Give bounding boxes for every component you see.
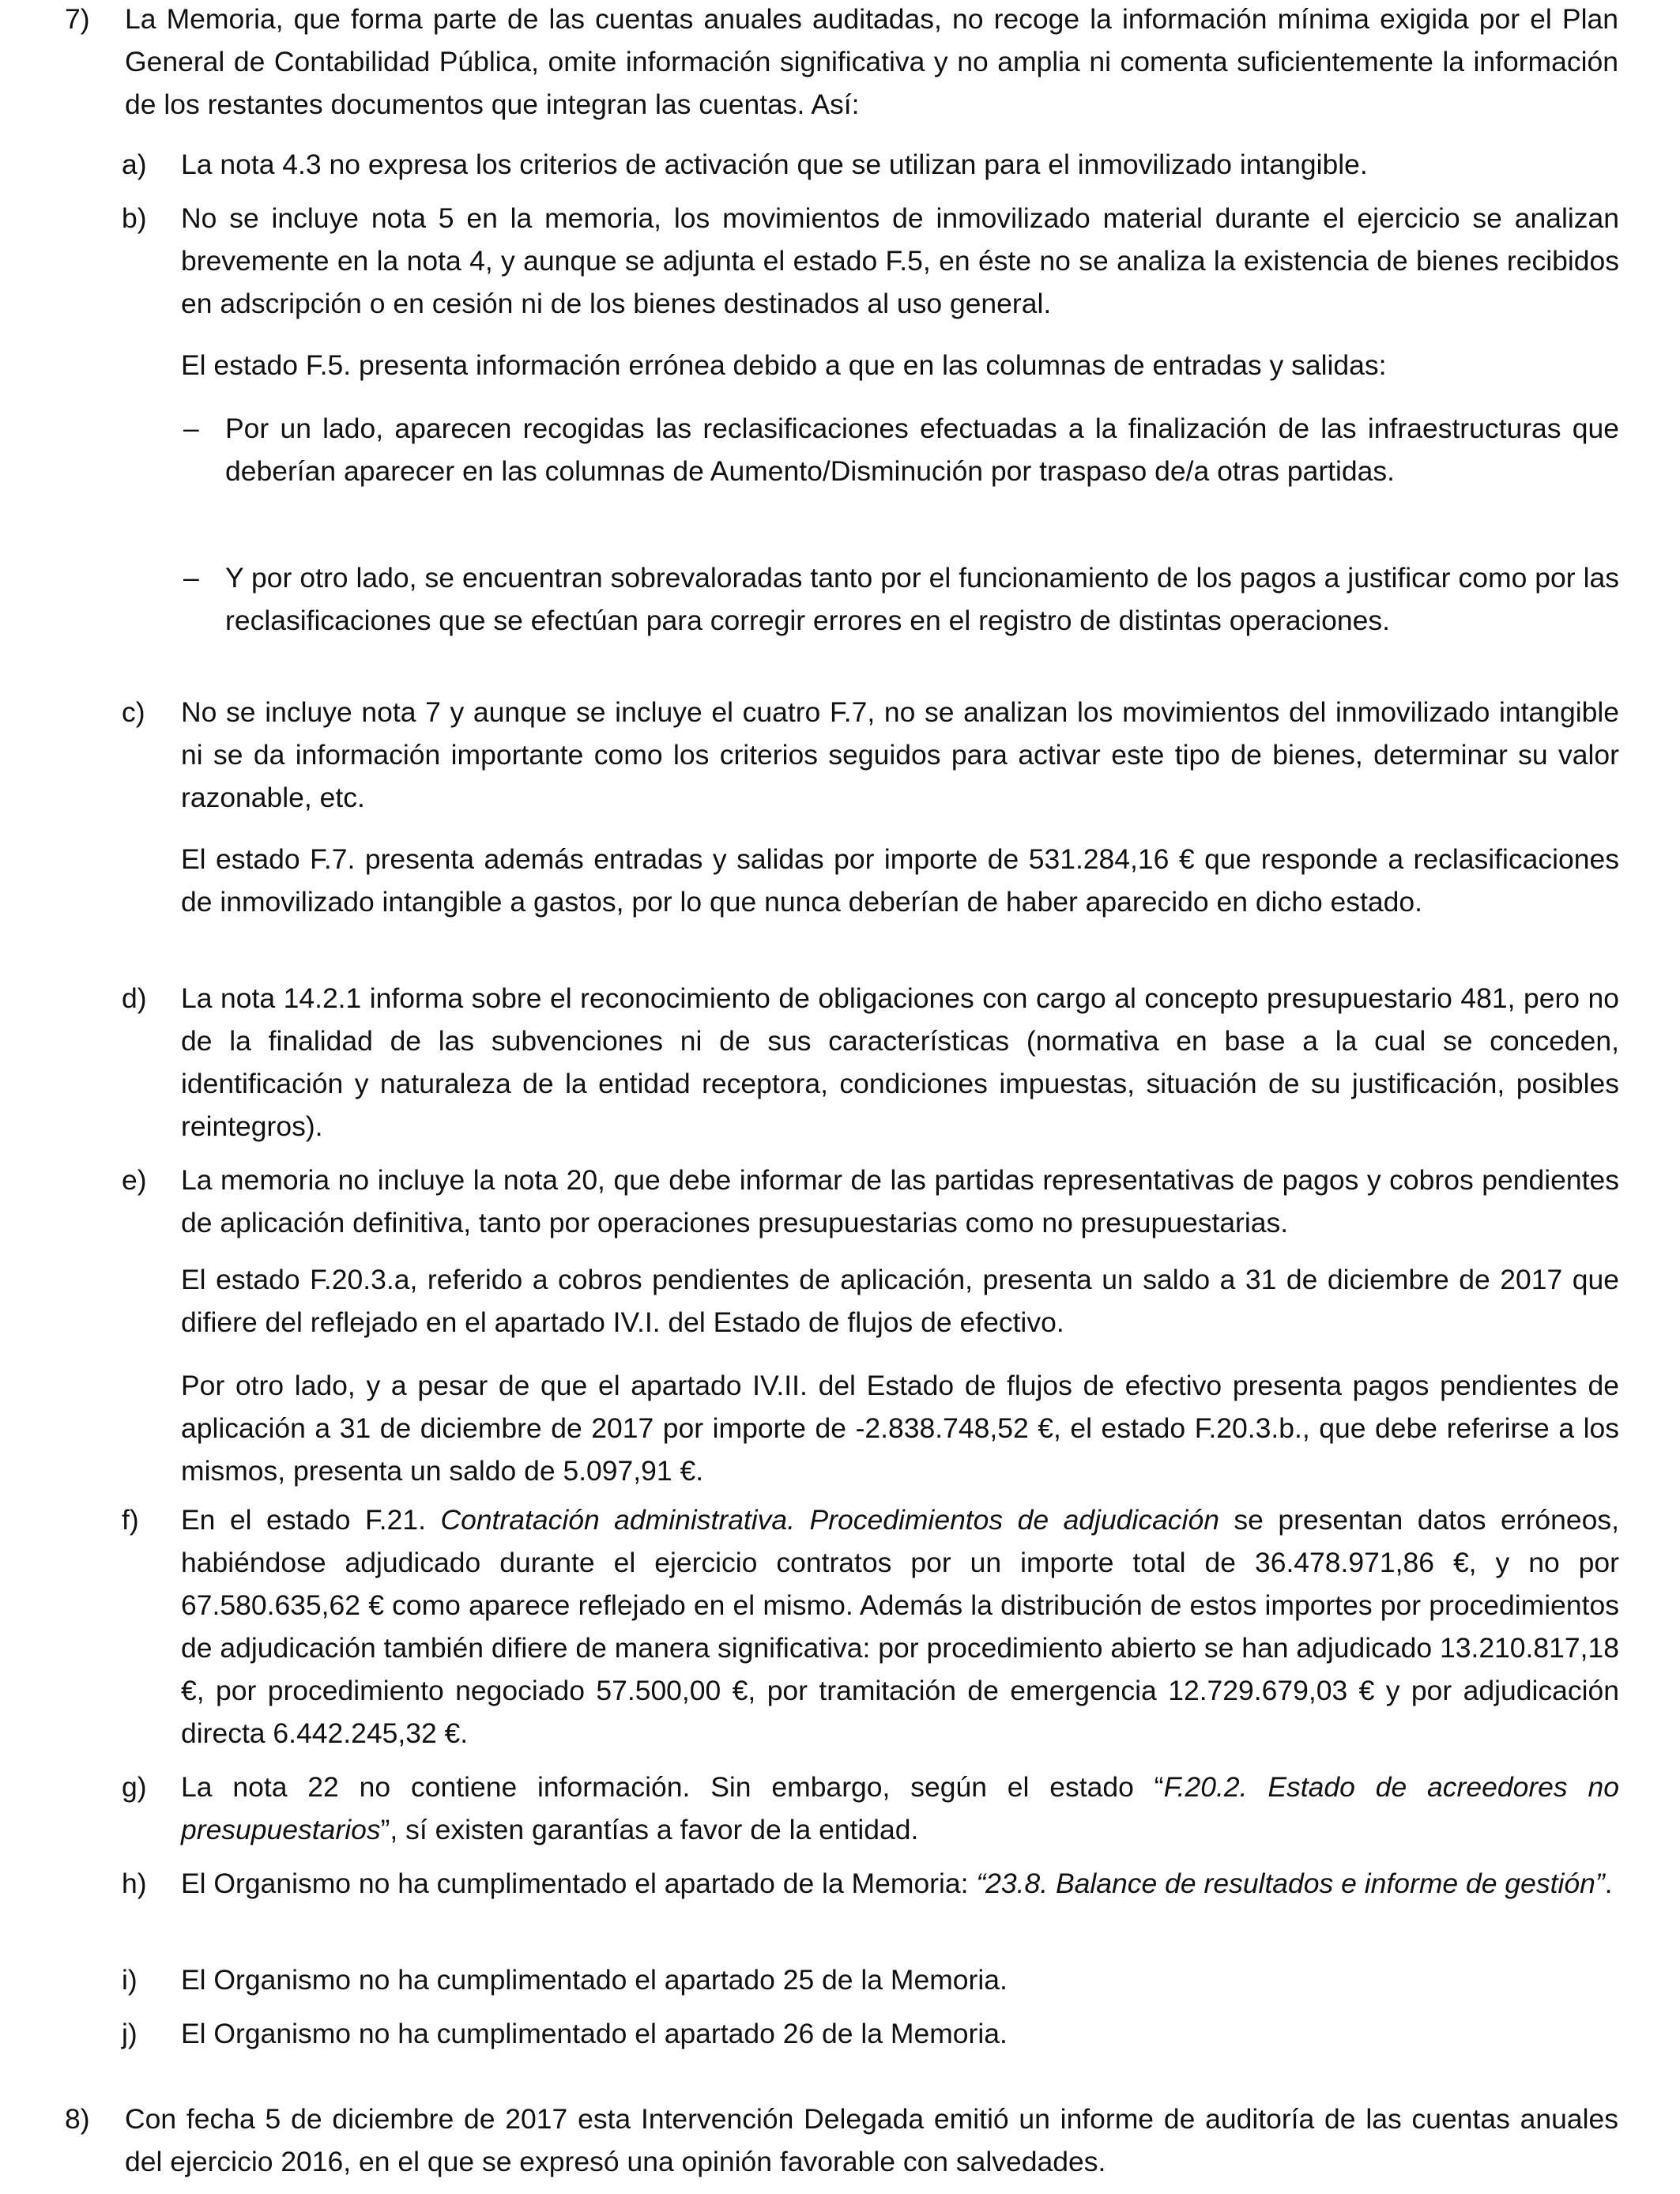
- dash-bullet: –: [183, 413, 199, 444]
- item-8-text: Con fecha 5 de diciembre de 2017 esta Intervención Delegada emitió un informe de auditoría de las cuentas anuales del ejercicio 2016, en el que se expresó una opinión favorable con salvedades.: [125, 2103, 1618, 2177]
- item-7i-text: El Organismo no ha cumplimentado el apartado 25 de la Memoria.: [181, 1964, 1008, 1996]
- item-7h-text: [181, 1862, 1619, 1905]
- item-7e-paragraph-1: El estado F.20.3.a, referido a cobros pendientes de aplicación, presenta un saldo a 31 de diciembre de 2017 que difiere del reflejado en el apartado IV.I. del Estado de flujos de efectivo.: [181, 1264, 1619, 1338]
- item-7a-text: La nota 4.3 no expresa los criterios de activación que se utilizan para el inmovilizado intangible.: [181, 149, 1368, 180]
- item-7h-text-before: El Organismo no ha cumplimentado el apartado de la Memoria:: [181, 1868, 977, 1899]
- item-7b-paragraph: El estado F.5. presenta información errónea debido a que en las columnas de entradas y salidas:: [181, 349, 1387, 381]
- dash-bullet: –: [183, 562, 199, 594]
- item-7c-label: c): [122, 696, 145, 728]
- item-8-number: 8): [65, 2103, 90, 2135]
- item-7g-text: [181, 1766, 1619, 1851]
- item-7d-label: d): [122, 982, 147, 1014]
- item-7g-text-after: ”, sí existen garantías a favor de la entidad.: [380, 1814, 919, 1845]
- item-7h-text-after: .: [1604, 1868, 1613, 1899]
- item-7b-label: b): [122, 202, 147, 234]
- item-7h-label: h): [122, 1868, 147, 1899]
- item-7g-label: g): [122, 1771, 147, 1803]
- item-7d-text: La nota 14.2.1 informa sobre el reconocimiento de obligaciones con cargo al concepto presupuestario 481, pero no de la finalidad de las subvenciones ni de sus características (normativa en base a la cual se conceden, identificación y naturaleza de la entidad receptora, condiciones impuestas, situación de su justificación, posibles reintegros).: [181, 982, 1619, 1142]
- item-7f-text-italic: Contratación administrativa. Procedimientos de adjudicación: [440, 1504, 1219, 1536]
- item-7-intro: La Memoria, que forma parte de las cuentas anuales auditadas, no recoge la información mínima exigida por el Plan General de Contabilidad Pública, omite información significativa y no amplia ni comenta suficientemente la información de los restantes documentos que integran las cuentas. Así:: [125, 3, 1618, 120]
- item-7h-text-italic: “23.8. Balance de resultados e informe de gestión”: [976, 1868, 1605, 1899]
- item-7b-bullet-2: Y por otro lado, se encuentran sobrevaloradas tanto por el funcionamiento de los pagos a justificar como por las reclasificaciones que se efectúan para corregir errores en el registro de distintas operaciones.: [225, 562, 1619, 636]
- item-7f-label: f): [122, 1504, 139, 1536]
- item-7e-paragraph-2: Por otro lado, y a pesar de que el apartado IV.II. del Estado de flujos de efectivo presenta pagos pendientes de aplicación a 31 de diciembre de 2017 por importe de -2.838.748,52 €, el estado F.20.3.b., que debe referirse a los mismos, presenta un saldo de 5.097,91 €.: [181, 1370, 1619, 1487]
- item-7f-text: [181, 1498, 1619, 1755]
- item-7-number: 7): [65, 3, 90, 35]
- item-7e-label: e): [122, 1164, 147, 1196]
- item-7i-label: i): [122, 1964, 137, 1996]
- item-7f-text-before: En el estado F.21.: [181, 1504, 441, 1536]
- item-7c-paragraph: El estado F.7. presenta además entradas y salidas por importe de 531.284,16 € que responde a reclasificaciones de inmovilizado intangible a gastos, por lo que nunca deberían de haber aparecido en dicho estado.: [181, 843, 1619, 918]
- item-7f-text-after: se presentan datos erróneos, habiéndose adjudicado durante el ejercicio contratos por un importe total de 36.478.971,86 €, y no por 67.580.635,62 € como aparece reflejado en el mismo. Además la distribución de estos importes por procedimientos de adjudicación también difiere de manera significativa: por procedimiento abierto se han adjudicado 13.210.817,18 €, por procedimiento negociado 57.500,00 €, por tramitación de emergencia 12.729.679,03 € y por adjudicación directa 6.442.245,32 €.: [181, 1504, 1619, 1749]
- item-7b-bullet-1: Por un lado, aparecen recogidas las reclasificaciones efectuadas a la finalización de las infraestructuras que deberían aparecer en las columnas de Aumento/Disminución por traspaso de/a otras partidas.: [225, 413, 1619, 487]
- item-7a-label: a): [122, 149, 147, 180]
- item-7e-text: La memoria no incluye la nota 20, que debe informar de las partidas representativas de pagos y cobros pendientes de aplicación definitiva, tanto por operaciones presupuestarias como no presupuestarias.: [181, 1164, 1619, 1238]
- item-7g-text-italic: F.20.2. Estado de acreedores no presupuestarios: [181, 1771, 1620, 1845]
- item-7c-text: No se incluye nota 7 y aunque se incluye el cuatro F.7, no se analizan los movimientos del inmovilizado intangible ni se da información importante como los criterios seguidos para activar este tipo de bienes, determinar su valor razonable, etc.: [181, 696, 1619, 813]
- item-7g-text-before: La nota 22 no contiene información. Sin embargo, según el estado “: [181, 1771, 1164, 1803]
- item-7j-label: j): [122, 2018, 137, 2049]
- item-7j-text: El Organismo no ha cumplimentado el apartado 26 de la Memoria.: [181, 2018, 1008, 2049]
- item-7b-text: No se incluye nota 5 en la memoria, los movimientos de inmovilizado material durante el ejercicio se analizan brevemente en la nota 4, y aunque se adjunta el estado F.5, en éste no se analiza la existencia de bienes recibidos en adscripción o en cesión ni de los bienes destinados al uso general.: [181, 202, 1619, 319]
